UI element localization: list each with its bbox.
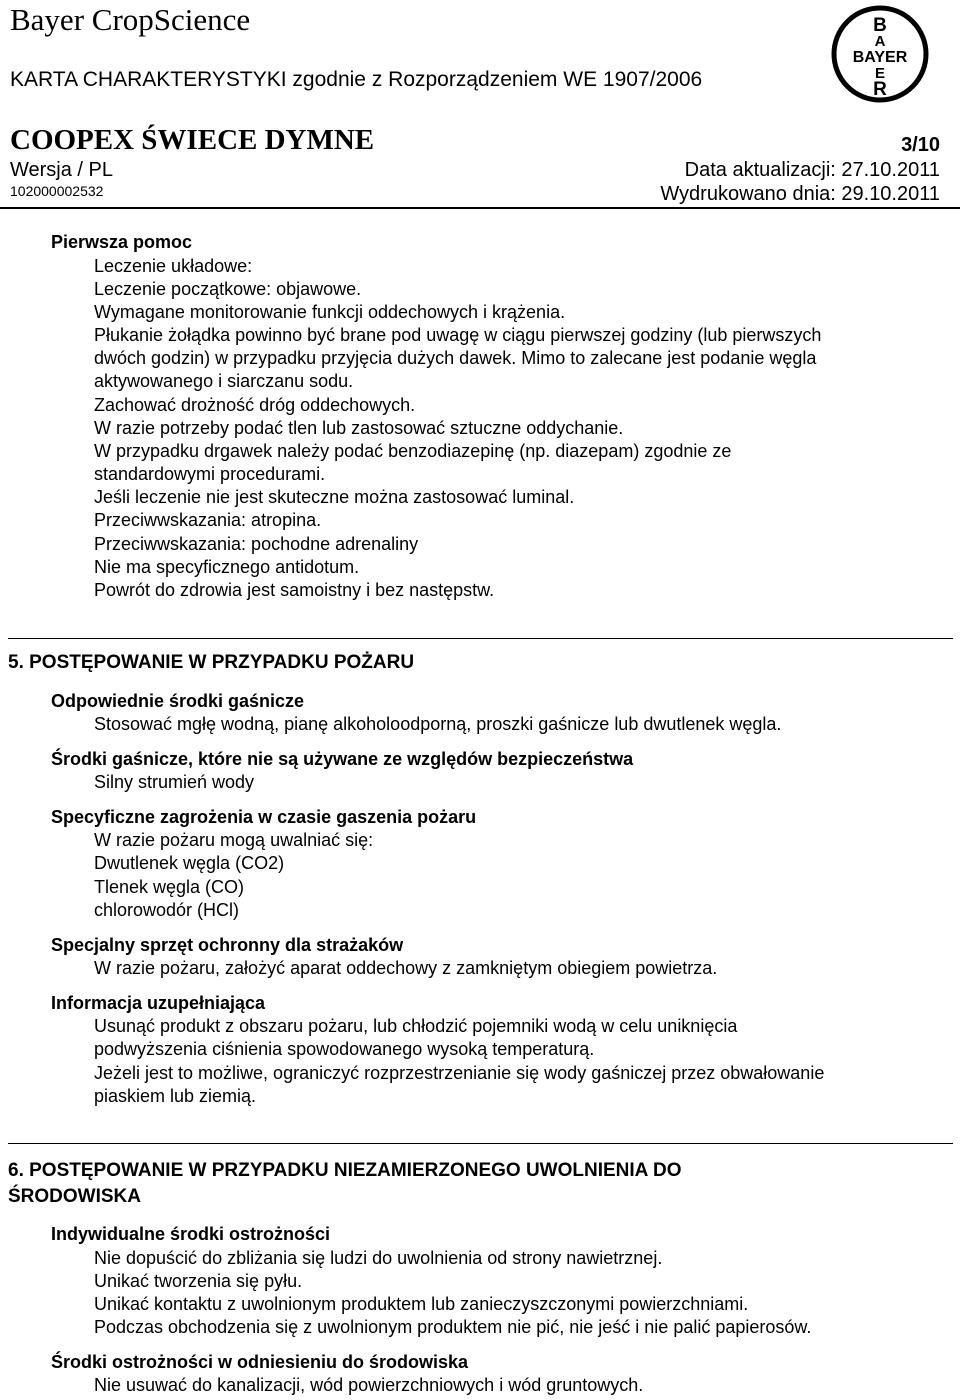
first-aid-heading: Pierwsza pomoc	[51, 232, 193, 252]
section-line: Unikać tworzenia się pyłu.	[94, 1271, 303, 1291]
first-aid-line: Leczenie układowe:	[94, 256, 253, 276]
section-line: Jeżeli jest to możliwe, ograniczyć rozprzestrzenianie się wody gaśniczej przez obwałowanie	[94, 1063, 825, 1083]
logo-letter-r: R	[873, 79, 887, 100]
document-number: 102000002532	[10, 183, 104, 199]
regulation-reference: zgodnie z Rozporządzeniem WE 1907/2006	[286, 68, 703, 91]
section-6-title-line-1: 6. POSTĘPOWANIE W PRZYPADKU NIEZAMIERZONEGO UWOLNIENIA DO	[8, 1160, 682, 1181]
section-line: Podczas obchodzenia się z uwolnionym produktem nie pić, nie jeść i nie palić papierosów.	[94, 1317, 812, 1337]
logo-word: BAYER	[852, 49, 908, 66]
first-aid-line: aktywowanego i siarczanu sodu.	[94, 371, 354, 391]
bayer-cross-logo	[830, 4, 930, 104]
section-line: Dwutlenek węgla (CO2)	[94, 853, 285, 873]
section-line: Nie dopuścić do zbliżania się ludzi do uwolnienia od strony nawietrznej.	[94, 1248, 663, 1268]
logo-letter-b: B	[873, 15, 887, 36]
first-aid-line: Jeśli leczenie nie jest skuteczne można zastosować luminal.	[94, 487, 575, 507]
document-type: KARTA CHARAKTERYSTYKI	[10, 68, 287, 91]
page-number: 3/10	[901, 134, 940, 156]
product-name: COOPEX ŚWIECE DYMNE	[10, 124, 375, 156]
section-subheading: Środki ostrożności w odniesieniu do środowiska	[51, 1352, 469, 1372]
section-line: Usunąć produkt z obszaru pożaru, lub chłodzić pojemniki wodą w celu uniknięcia	[94, 1016, 738, 1036]
section-subheading: Informacja uzupełniająca	[51, 993, 266, 1013]
first-aid-line: Przeciwwskazania: atropina.	[94, 510, 322, 530]
section-divider	[8, 1143, 953, 1144]
document-subtitle	[10, 68, 702, 92]
section-subheading: Środki gaśnicze, które nie są używane ze względów bezpieczeństwa	[51, 749, 634, 769]
section-line: W razie pożaru mogą uwalniać się:	[94, 830, 374, 850]
section-line: Unikać kontaktu z uwolnionym produktem lub zanieczyszczonymi powierzchniami.	[94, 1294, 749, 1314]
logo-letter-a: A	[874, 33, 886, 50]
section-line: piaskiem lub ziemią.	[94, 1086, 257, 1106]
first-aid-line: Zachować drożność dróg oddechowych.	[94, 395, 416, 415]
update-date: Data aktualizacji: 27.10.2011	[684, 159, 940, 181]
section-line: podwyższenia ciśnienia spowodowanego wysoką temperaturą.	[94, 1039, 595, 1059]
first-aid-line: Płukanie żołądka powinno być brane pod uwagę w ciągu pierwszej godziny (lub pierwszych	[94, 325, 822, 345]
first-aid-line: Wymagane monitorowanie funkcji oddechowych i krążenia.	[94, 302, 566, 322]
company-name: Bayer CropScience	[10, 2, 251, 37]
section-line: chlorowodór (HCl)	[94, 900, 240, 920]
section-subheading: Specyficzne zagrożenia w czasie gaszenia pożaru	[51, 807, 477, 827]
section-line: W razie pożaru, założyć aparat oddechowy z zamkniętym obiegiem powietrza.	[94, 958, 718, 978]
first-aid-line: Powrót do zdrowia jest samoistny i bez następstw.	[94, 580, 495, 600]
section-line: Nie usuwać do kanalizacji, wód powierzchniowych i wód gruntowych.	[94, 1375, 644, 1395]
first-aid-line: W razie potrzeby podać tlen lub zastosować sztuczne oddychanie.	[94, 418, 624, 438]
section-line: Silny strumień wody	[94, 772, 255, 792]
first-aid-line: standardowymi procedurami.	[94, 464, 326, 484]
version-label: Wersja / PL	[10, 159, 113, 181]
logo-letter-e: E	[874, 65, 886, 82]
section-subheading: Specjalny sprzęt ochronny dla strażaków	[51, 935, 404, 955]
section-divider	[8, 638, 953, 639]
header-divider	[0, 207, 960, 209]
section-subheading: Odpowiednie środki gaśnicze	[51, 691, 305, 711]
first-aid-line: dwóch godzin) w przypadku przyjęcia dużych dawek. Mimo to zalecane jest podanie węgla	[94, 348, 817, 368]
section-5-title: 5. POSTĘPOWANIE W PRZYPADKU POŻARU	[8, 652, 415, 673]
first-aid-line: Leczenie początkowe: objawowe.	[94, 279, 362, 299]
section-6-title-line-2: ŚRODOWISKA	[8, 1186, 141, 1207]
section-subheading: Indywidualne środki ostrożności	[51, 1224, 331, 1244]
print-date: Wydrukowano dnia: 29.10.2011	[660, 183, 940, 205]
first-aid-line: Nie ma specyficznego antidotum.	[94, 557, 360, 577]
first-aid-line: W przypadku drgawek należy podać benzodiazepinę (np. diazepam) zgodnie ze	[94, 441, 732, 461]
section-line: Stosować mgłę wodną, pianę alkoholoodporną, proszki gaśnicze lub dwutlenek węgla.	[94, 714, 782, 734]
first-aid-line: Przeciwwskazania: pochodne adrenaliny	[94, 534, 419, 554]
section-line: Tlenek węgla (CO)	[94, 877, 245, 897]
